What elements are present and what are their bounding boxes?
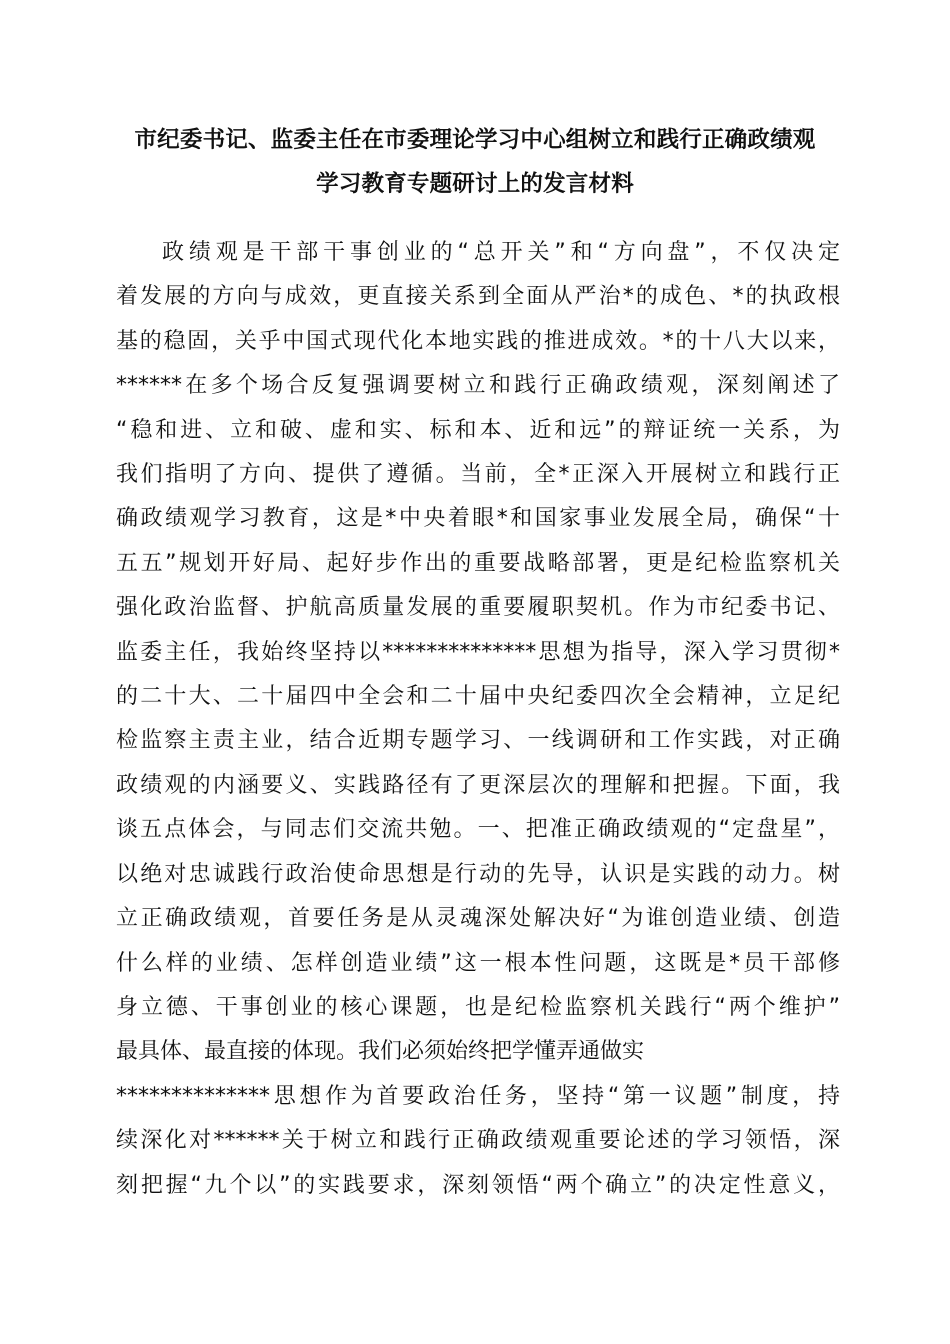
body-line-12: 检监察主责主业，结合近期专题学习、一线调研和工作实践，对正确 [116,728,840,754]
title-line-2: 学习教育专题研讨上的发言材料 [316,171,634,197]
body-line-11: 的二十大、二十届四中全会和二十届中央纪委四次全会精神，立足纪 [116,684,840,710]
body-line-4: ******在多个场合反复强调要树立和践行正确政绩观，深刻阐述了 [116,373,840,399]
body-line-17: 什么样的业绩、怎样创造业绩”这一根本性问题，这既是*员干部修 [116,950,840,976]
body-line-18: 身立德、干事创业的核心课题，也是纪检监察机关践行“两个维护” [116,994,840,1020]
body-line-10: 监委主任，我始终坚持以**************思想为指导，深入学习贯彻* [116,639,840,665]
body-line-9: 强化政治监督、护航高质量发展的重要履职契机。作为市纪委书记、 [116,595,840,621]
body-line-14: 谈五点体会，与同志们交流共勉。一、把准正确政绩观的“定盘星”， [116,817,840,843]
body-line-1: 政绩观是干部干事创业的“总开关”和“方向盘”，不仅决定 [162,240,840,265]
document-body [116,231,840,1208]
body-line-13: 政绩观的内涵要义、实践路径有了更深层次的理解和把握。下面，我 [116,772,840,798]
body-line-2: 着发展的方向与成效，更直接关系到全面从严治*的成色、*的执政根 [116,284,840,310]
document-title [100,118,850,206]
body-line-3: 基的稳固，关乎中国式现代化本地实践的推进成效。*的十八大以来， [116,328,840,354]
body-line-21: 续深化对******关于树立和践行正确政绩观重要论述的学习领悟，深 [116,1128,840,1154]
body-line-6: 我们指明了方向、提供了遵循。当前，全*正深入开展树立和践行正 [116,462,840,488]
title-line-1: 市纪委书记、监委主任在市委理论学习中心组树立和践行正确政绩观 [134,127,816,153]
body-line-22: 刻把握“九个以”的实践要求，深刻领悟“两个确立”的决定性意义， [116,1172,840,1198]
body-line-16: 立正确政绩观，首要任务是从灵魂深处解决好“为谁创造业绩、创造 [116,906,840,932]
body-line-20: **************思想作为首要政治任务，坚持“第一议题”制度，持 [116,1083,840,1109]
body-line-15: 以绝对忠诚践行政治使命思想是行动的先导，认识是实践的动力。树 [116,861,840,887]
body-line-7: 确政绩观学习教育，这是*中央着眼*和国家事业发展全局，确保“十 [116,506,840,532]
body-line-19: 最具体、最直接的体现。我们必须始终把学懂弄通做实 [116,1039,645,1065]
body-line-8: 五五”规划开好局、起好步作出的重要战略部署，更是纪检监察机关 [116,550,840,576]
body-line-5: “稳和进、立和破、虚和实、标和本、近和远”的辩证统一关系，为 [116,417,840,443]
